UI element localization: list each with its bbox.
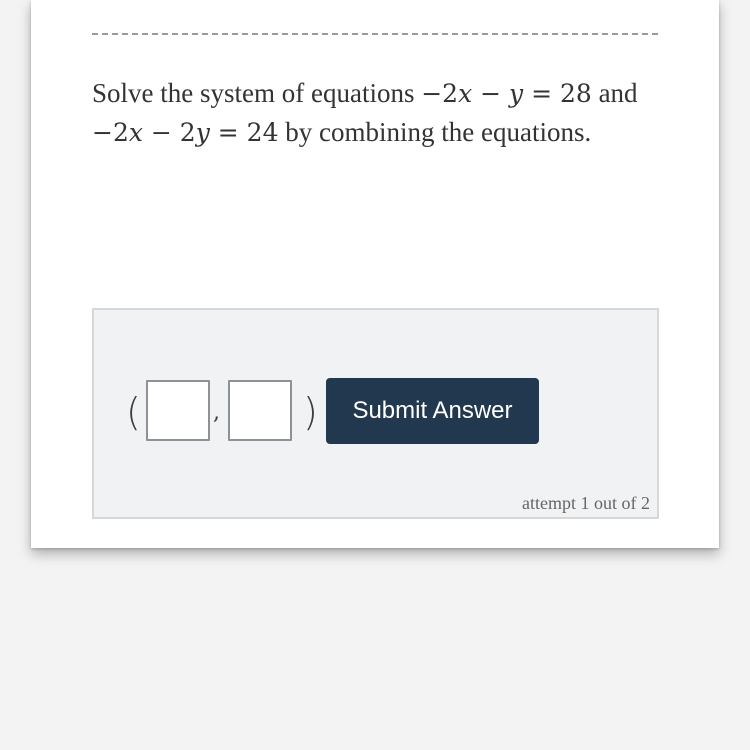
equation-1: −2x − y = 28	[421, 79, 592, 108]
submit-answer-button[interactable]: Submit Answer	[326, 378, 539, 444]
dashed-divider	[92, 33, 658, 35]
question-connector: and	[591, 78, 638, 108]
attempt-counter: attempt 1 out of 2	[522, 493, 650, 513]
answer-area	[92, 308, 659, 519]
close-paren: )	[303, 390, 318, 434]
equation-2: −2x − 2y = 24	[92, 118, 279, 147]
open-paren: (	[126, 390, 141, 434]
comma-separator: ,	[213, 400, 220, 425]
x-answer-input[interactable]	[146, 380, 210, 441]
y-answer-input[interactable]	[228, 380, 292, 441]
question-text	[92, 74, 662, 152]
question-card	[31, 0, 719, 548]
question-outro: by combining the equations.	[278, 117, 592, 147]
question-intro: Solve the system of equations	[92, 78, 422, 108]
